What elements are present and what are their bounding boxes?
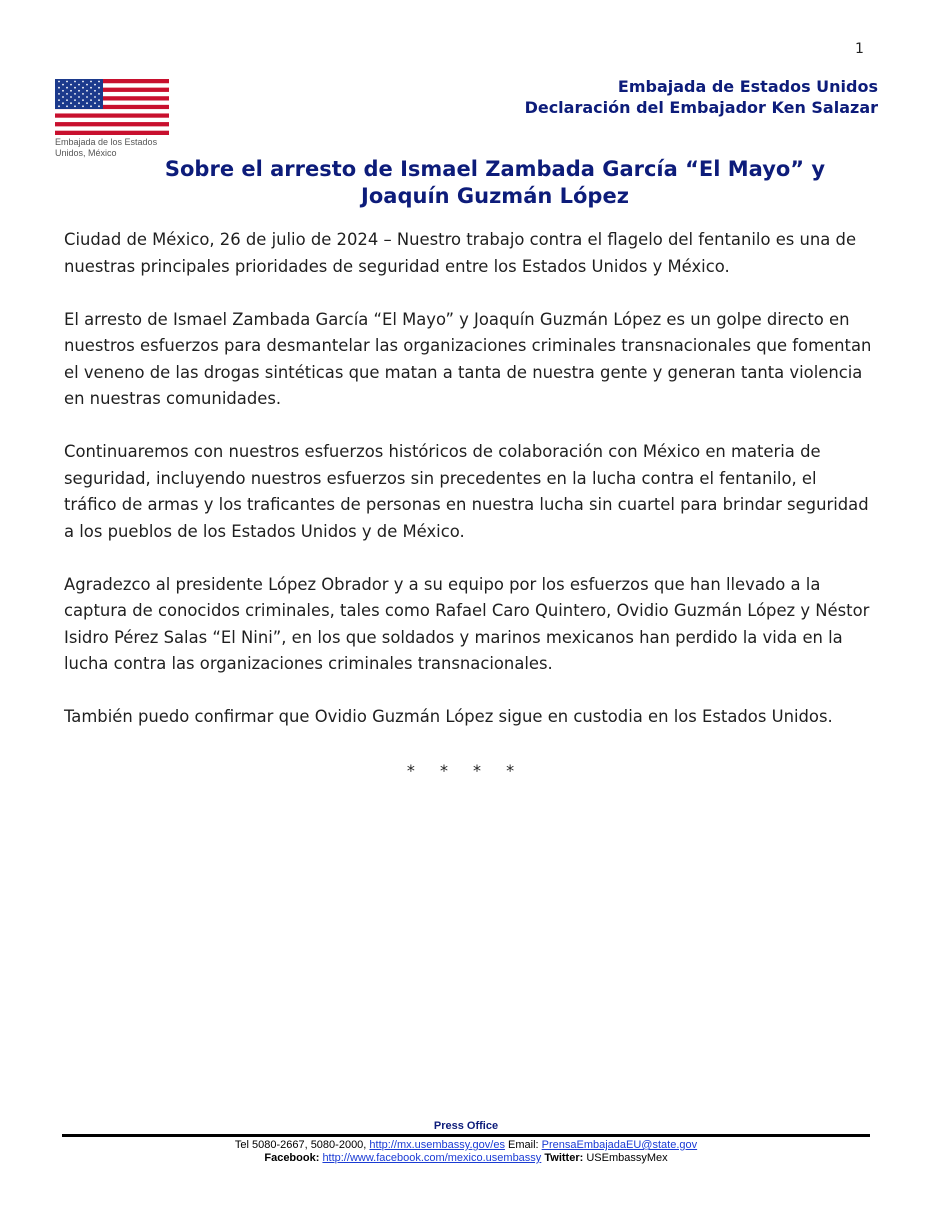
press-office-label: Press Office [433,1120,499,1132]
website-link[interactable]: http://mx.usembassy.gov/es [369,1139,505,1151]
end-separator: * * * * [406,761,525,780]
twitter-label: Twitter: [544,1152,584,1164]
paragraph: Agradezco al presidente López Obrador y a su equipo por los esfuerzos que han llevado a la captura de conocidos criminales, tales como Rafael Caro Quintero, Ovidio Guzmán López y Néstor Isidro Pérez Salas “El Nini”, en los que soldados y marinos mexicanos han perdido la vida en la lucha contra las organizaciones criminales transnacionales. [64,574,870,673]
tel-text: Tel 5080-2667, 5080-2000, [234,1139,367,1151]
press-footer [62,1120,870,1165]
page-title [60,156,930,210]
title-line2: Joaquín Guzmán López [361,184,629,208]
page-number: 1 [855,41,864,57]
statement-body [64,227,874,757]
facebook-link[interactable]: http://www.facebook.com/mexico.usembassy [322,1152,542,1164]
footer-social-line [62,1152,870,1165]
footer-divider [62,1134,870,1137]
email-label: Email: [508,1139,539,1151]
paragraph: Ciudad de México, 26 de julio de 2024 – Nuestro trabajo contra el flagelo del fentanilo es una de nuestras principales prioridades de seguridad entre los Estados Unidos y México. [64,230,857,276]
footer-contact-line [62,1139,870,1152]
embassy-logo [55,79,169,159]
document-header [525,76,878,118]
logo-caption-line2: Unidos, México [55,148,117,158]
header-statement-title: Declaración del Embajador Ken Salazar [524,98,878,117]
paragraph: También puedo confirmar que Ovidio Guzmán López sigue en custodia en los Estados Unidos. [64,707,833,726]
paragraph: El arresto de Ismael Zambada García “El Mayo” y Joaquín Guzmán López es un golpe directo en nuestros esfuerzos para desmantelar las organizaciones criminales transnacionales que fomentan el veneno de las drogas sintéticas que matan a tanta de nuestra gente y generan tanta violencia en nuestras comunidades. [64,309,872,408]
twitter-handle: USEmbassyMex [586,1152,668,1164]
header-embassy-name: Embajada de Estados Unidos [617,77,878,96]
email-link[interactable]: PrensaEmbajadaEU@state.gov [541,1139,698,1151]
facebook-label: Facebook: [264,1152,320,1164]
logo-caption-line1: Embajada de los Estados [55,137,158,147]
title-line1: Sobre el arresto de Ismael Zambada García “El Mayo” y [164,157,826,181]
paragraph: Continuaremos con nuestros esfuerzos históricos de colaboración con México en materia de seguridad, incluyendo nuestros esfuerzos sin precedentes en la lucha contra el fentanilo, el tráfico de armas y los traficantes de personas en nuestra lucha sin cuartel para brindar seguridad a los pueblos de los Estados Unidos y de México. [64,442,869,541]
us-flag-icon [55,79,169,135]
